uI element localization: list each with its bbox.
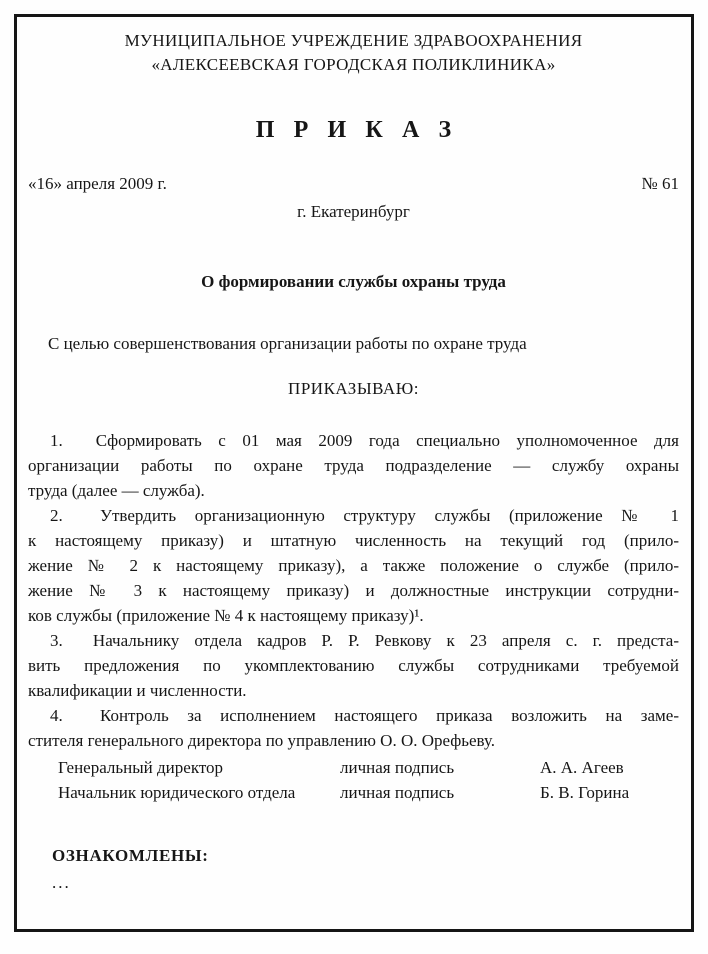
text-line: квалификации и численности.: [28, 681, 247, 700]
text-line: 2. Утвердить организационную структуру службы (приложение № 1: [50, 506, 679, 525]
doc-number: № 61: [641, 174, 679, 193]
order-item-4: [28, 703, 679, 753]
signature-type: личная подпись: [340, 783, 455, 802]
preamble-paragraph: С целью совершенствования организации работы по охране труда: [48, 334, 527, 353]
text-line: жение № 2 к настоящему приказу), а также положение о службе (прило-: [28, 556, 679, 575]
signature-name: А. А. Агеев: [540, 758, 624, 777]
order-item-2: [28, 503, 679, 628]
text-line: жение № 3 к настоящему приказу) и должностные инструкции сотрудни-: [28, 581, 679, 600]
signature-title: Генеральный директор: [58, 758, 224, 777]
order-item-1: [28, 428, 679, 503]
signature-row: [58, 780, 679, 805]
text-line: труда (далее — служба).: [28, 481, 205, 500]
text-line: 4. Контроль за исполнением настоящего приказа возложить на заме-: [50, 706, 679, 725]
acknowledged-ellipsis: ...: [52, 873, 71, 892]
signature-name: Б. В. Горина: [540, 783, 630, 802]
text-line: ков службы (приложение № 4 к настоящему приказу)¹.: [28, 606, 424, 625]
text-line: организации работы по охране труда подразделение — службу охраны: [28, 456, 679, 475]
acknowledged-heading: ОЗНАКОМЛЕНЫ:: [52, 846, 209, 865]
org-name-line2: «АЛЕКСЕЕВСКАЯ ГОРОДСКАЯ ПОЛИКЛИНИКА»: [151, 55, 556, 74]
resolution-word: ПРИКАЗЫВАЮ:: [288, 379, 419, 398]
doc-type-title: П Р И К А З: [255, 117, 452, 143]
doc-city: г. Екатеринбург: [297, 202, 410, 221]
text-line: стителя генерального директора по управлению О. О. Орефьеву.: [28, 731, 496, 750]
order-items: [28, 428, 679, 753]
acknowledged-section: [28, 843, 679, 897]
order-item-3: [28, 628, 679, 703]
text-line: 1. Сформировать с 01 мая 2009 года специально уполномоченное для: [50, 431, 679, 450]
org-name-line1: МУНИЦИПАЛЬНОЕ УЧРЕЖДЕНИЕ ЗДРАВООХРАНЕНИЯ: [124, 31, 583, 50]
signature-block: [28, 755, 679, 805]
doc-date: «16» апреля 2009 г.: [28, 174, 167, 193]
text-line: к настоящему приказу) и штатную численность на текущий год (прило-: [28, 531, 679, 550]
date-number-row: [28, 171, 679, 197]
document-frame: [14, 14, 694, 932]
signature-row: [58, 755, 679, 780]
signature-type: личная подпись: [340, 758, 455, 777]
org-name: [28, 29, 679, 77]
text-line: 3. Начальнику отдела кадров Р. Р. Ревкову к 23 апреля с. г. предста-: [50, 631, 679, 650]
doc-subject: О формировании службы охраны труда: [201, 272, 506, 291]
signature-title: Начальник юридического отдела: [58, 783, 296, 802]
text-line: вить предложения по укомплектованию службы сотрудниками требуемой: [28, 656, 679, 675]
